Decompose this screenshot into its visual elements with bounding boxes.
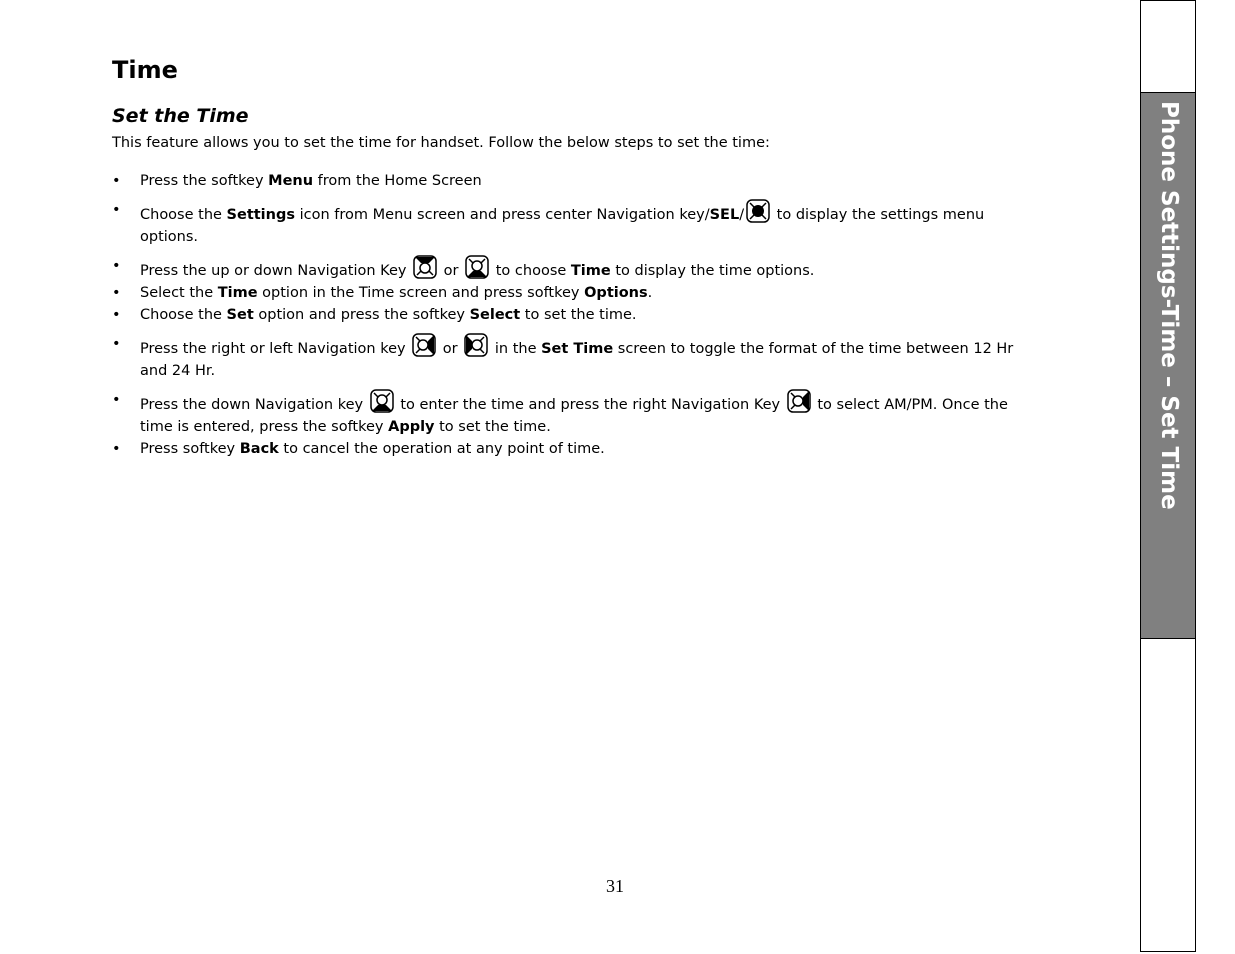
steps-list bbox=[112, 170, 1042, 467]
step-5: • Choose the Set option and press the softkey Select to set the time. bbox=[112, 304, 1042, 326]
nav-down-icon bbox=[370, 389, 394, 413]
step-4: • Select the Time option in the Time screen and press softkey Options. bbox=[112, 282, 1042, 304]
step-1: • Press the softkey Menu from the Home Screen bbox=[112, 170, 1042, 192]
side-tab-label: Phone Settings-Time – Set Time bbox=[1156, 101, 1182, 510]
nav-down-icon bbox=[465, 255, 489, 279]
section-title: Set the Time bbox=[112, 105, 249, 127]
page-title: Time bbox=[112, 56, 178, 84]
nav-right-icon bbox=[412, 333, 436, 357]
side-tab bbox=[1140, 0, 1196, 952]
step-6: • Press the right or left Navigation key or in the Set Time screen to toggle the format of the time between 12 Hr and 24 Hr. bbox=[112, 333, 1042, 382]
step-3: • Press the up or down Navigation Key or to choose Time to display the time options. bbox=[112, 255, 1042, 282]
nav-left-icon bbox=[464, 333, 488, 357]
side-tab-band bbox=[1141, 92, 1195, 639]
step-2: • Choose the Settings icon from Menu screen and press center Navigation key/SEL/ to display the settings menu options. bbox=[112, 199, 1042, 248]
nav-center-icon bbox=[746, 199, 770, 223]
page-number: 31 bbox=[606, 876, 624, 896]
intro-text: This feature allows you to set the time for handset. Follow the below steps to set the time: bbox=[112, 135, 770, 151]
nav-right-icon bbox=[787, 389, 811, 413]
step-8: • Press softkey Back to cancel the operation at any point of time. bbox=[112, 438, 1042, 460]
step-7: • Press the down Navigation key to enter the time and press the right Navigation Key to select AM/PM. Once the time is entered, press the softkey Apply to set the time. bbox=[112, 389, 1042, 438]
nav-up-icon bbox=[413, 255, 437, 279]
